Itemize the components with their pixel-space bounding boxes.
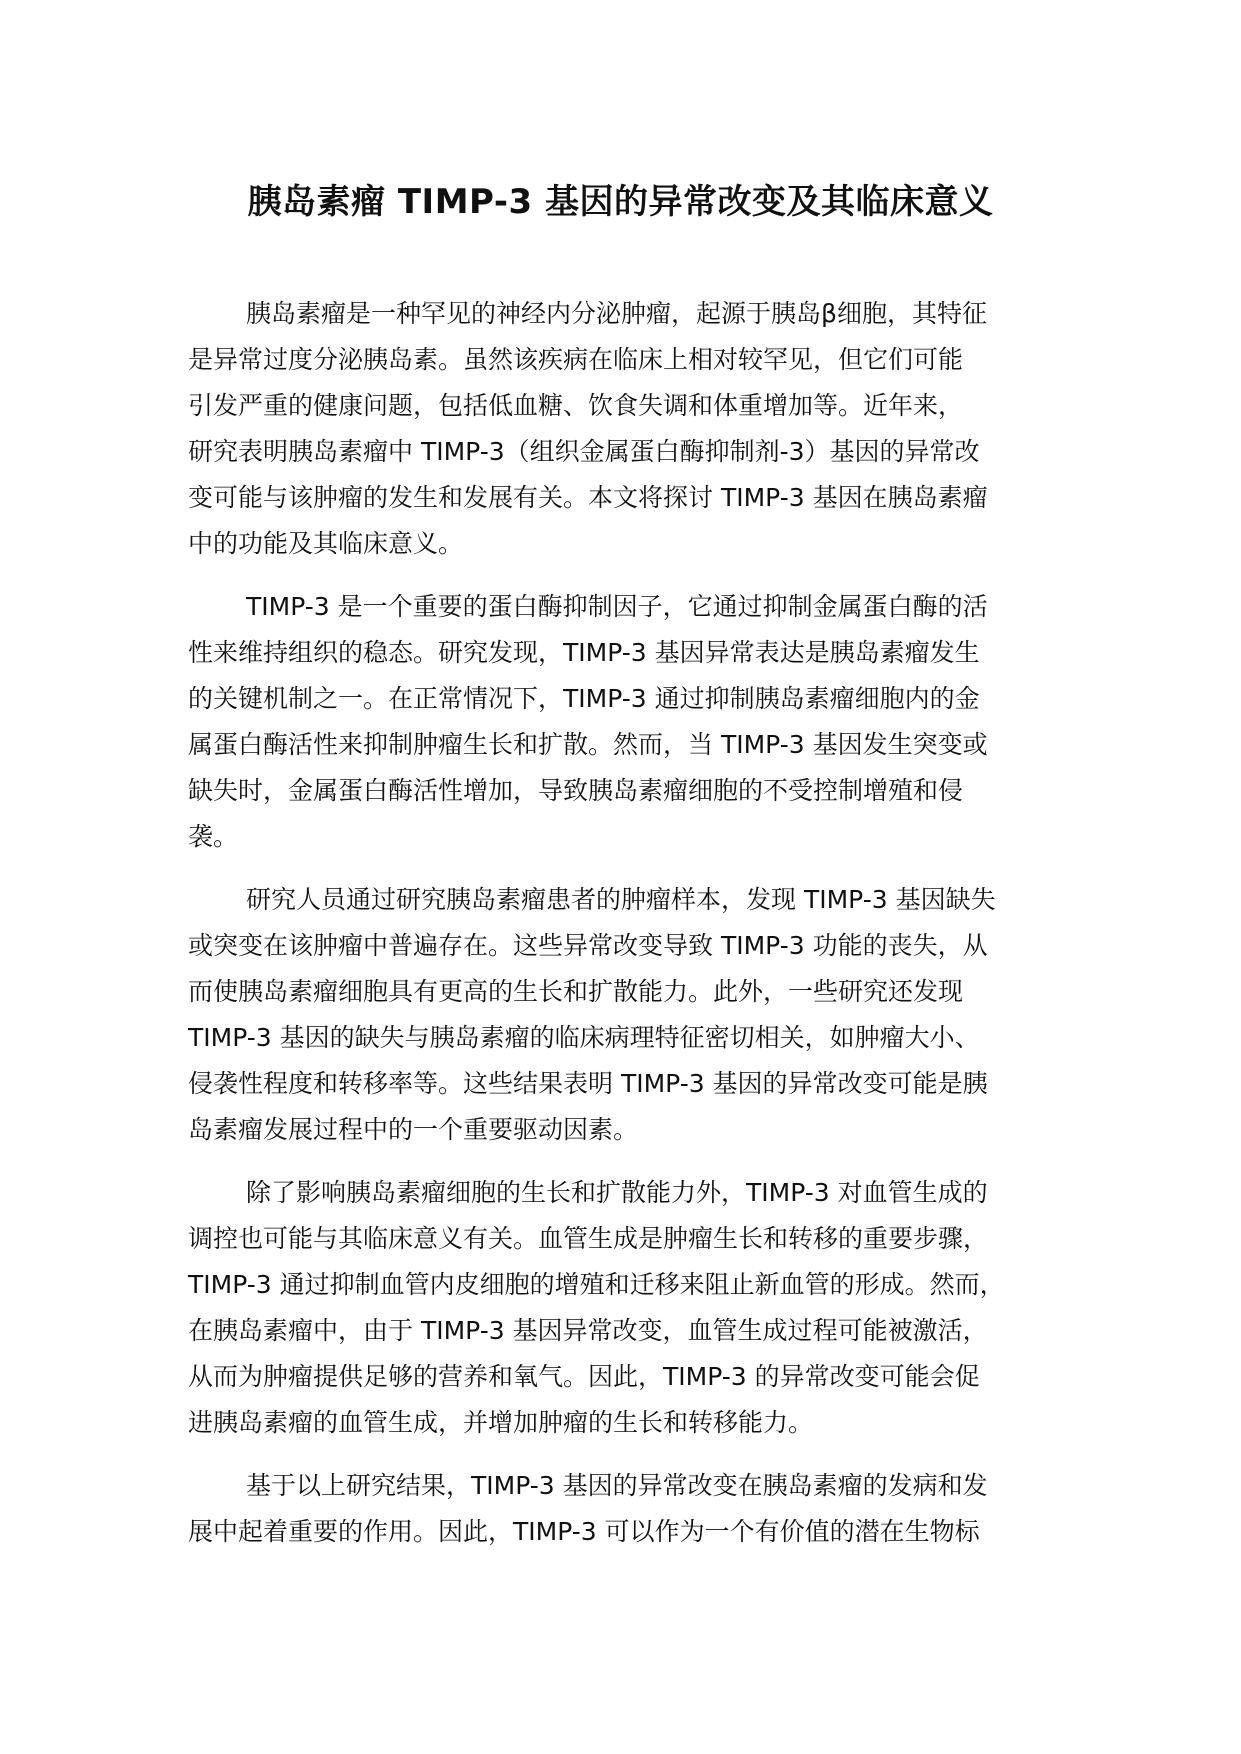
paragraph-line: TIMP-3 通过抑制血管内皮细胞的增殖和迁移来阻止新血管的形成。然而， xyxy=(188,1270,1005,1299)
paragraph-line: TIMP-3 基因的缺失与胰岛素瘤的临床病理特征密切相关，如肿瘤大小、 xyxy=(188,1023,980,1052)
paragraph-line: 岛素瘤发展过程中的一个重要驱动因素。 xyxy=(188,1115,639,1144)
paragraph-line: 从而为肿瘤提供足够的营养和氧气。因此，TIMP-3 的异常改变可能会促 xyxy=(188,1362,980,1391)
document-title: 胰岛素瘤 TIMP-3 基因的异常改变及其临床意义 xyxy=(247,182,994,222)
paragraph-line: 变可能与该肿瘤的发生和发展有关。本文将探讨 TIMP-3 基因在胰岛素瘤 xyxy=(188,483,988,512)
document-body xyxy=(188,291,1068,1572)
paragraph-3 xyxy=(188,877,1068,1153)
paragraph-line: 基于以上研究结果，TIMP-3 基因的异常改变在胰岛素瘤的发病和发 xyxy=(246,1471,988,1500)
paragraph-line: 侵袭性程度和转移率等。这些结果表明 TIMP-3 基因的异常改变可能是胰 xyxy=(188,1069,988,1098)
paragraph-line: 胰岛素瘤是一种罕见的神经内分泌肿瘤，起源于胰岛β细胞，其特征 xyxy=(246,299,987,328)
paragraph-line: 除了影响胰岛素瘤细胞的生长和扩散能力外，TIMP-3 对血管生成的 xyxy=(246,1178,988,1207)
paragraph-line: 展中起着重要的作用。因此，TIMP-3 可以作为一个有价值的潜在生物标 xyxy=(188,1517,980,1546)
paragraph-line: 研究表明胰岛素瘤中 TIMP-3（组织金属蛋白酶抑制剂-3）基因的异常改 xyxy=(188,437,980,466)
paragraph-line: 中的功能及其临床意义。 xyxy=(188,529,464,558)
paragraph-line: 调控也可能与其临床意义有关。血管生成是肿瘤生长和转移的重要步骤， xyxy=(188,1224,989,1253)
paragraph-line: 的关键机制之一。在正常情况下，TIMP-3 通过抑制胰岛素瘤细胞内的金 xyxy=(188,684,980,713)
paragraph-line: 引发严重的健康问题，包括低血糖、饮食失调和体重增加等。近年来， xyxy=(188,391,964,420)
paragraph-line: 性来维持组织的稳态。研究发现，TIMP-3 基因异常表达是胰岛素瘤发生 xyxy=(188,638,980,667)
paragraph-line: 属蛋白酶活性来抑制肿瘤生长和扩散。然而，当 TIMP-3 基因发生突变或 xyxy=(188,730,988,759)
paragraph-line: 或突变在该肿瘤中普遍存在。这些异常改变导致 TIMP-3 功能的丧失，从 xyxy=(188,931,988,960)
paragraph-line: 而使胰岛素瘤细胞具有更高的生长和扩散能力。此外，一些研究还发现 xyxy=(188,977,964,1006)
paragraph-2 xyxy=(188,584,1068,860)
paragraph-4 xyxy=(188,1170,1068,1446)
paragraph-line: TIMP-3 是一个重要的蛋白酶抑制因子，它通过抑制金属蛋白酶的活 xyxy=(246,592,988,621)
paragraph-line: 是异常过度分泌胰岛素。虽然该疾病在临床上相对较罕见，但它们可能 xyxy=(188,345,964,374)
paragraph-line: 缺失时，金属蛋白酶活性增加，导致胰岛素瘤细胞的不受控制增殖和侵 xyxy=(188,776,964,805)
paragraph-1 xyxy=(188,291,1068,567)
paragraph-line: 在胰岛素瘤中，由于 TIMP-3 基因异常改变，血管生成过程可能被激活， xyxy=(188,1316,988,1345)
paragraph-line: 进胰岛素瘤的血管生成，并增加肿瘤的生长和转移能力。 xyxy=(188,1408,814,1437)
paragraph-5 xyxy=(188,1463,1068,1555)
paragraph-line: 袭。 xyxy=(188,822,239,851)
paragraph-line: 研究人员通过研究胰岛素瘤患者的肿瘤样本，发现 TIMP-3 基因缺失 xyxy=(246,885,996,914)
